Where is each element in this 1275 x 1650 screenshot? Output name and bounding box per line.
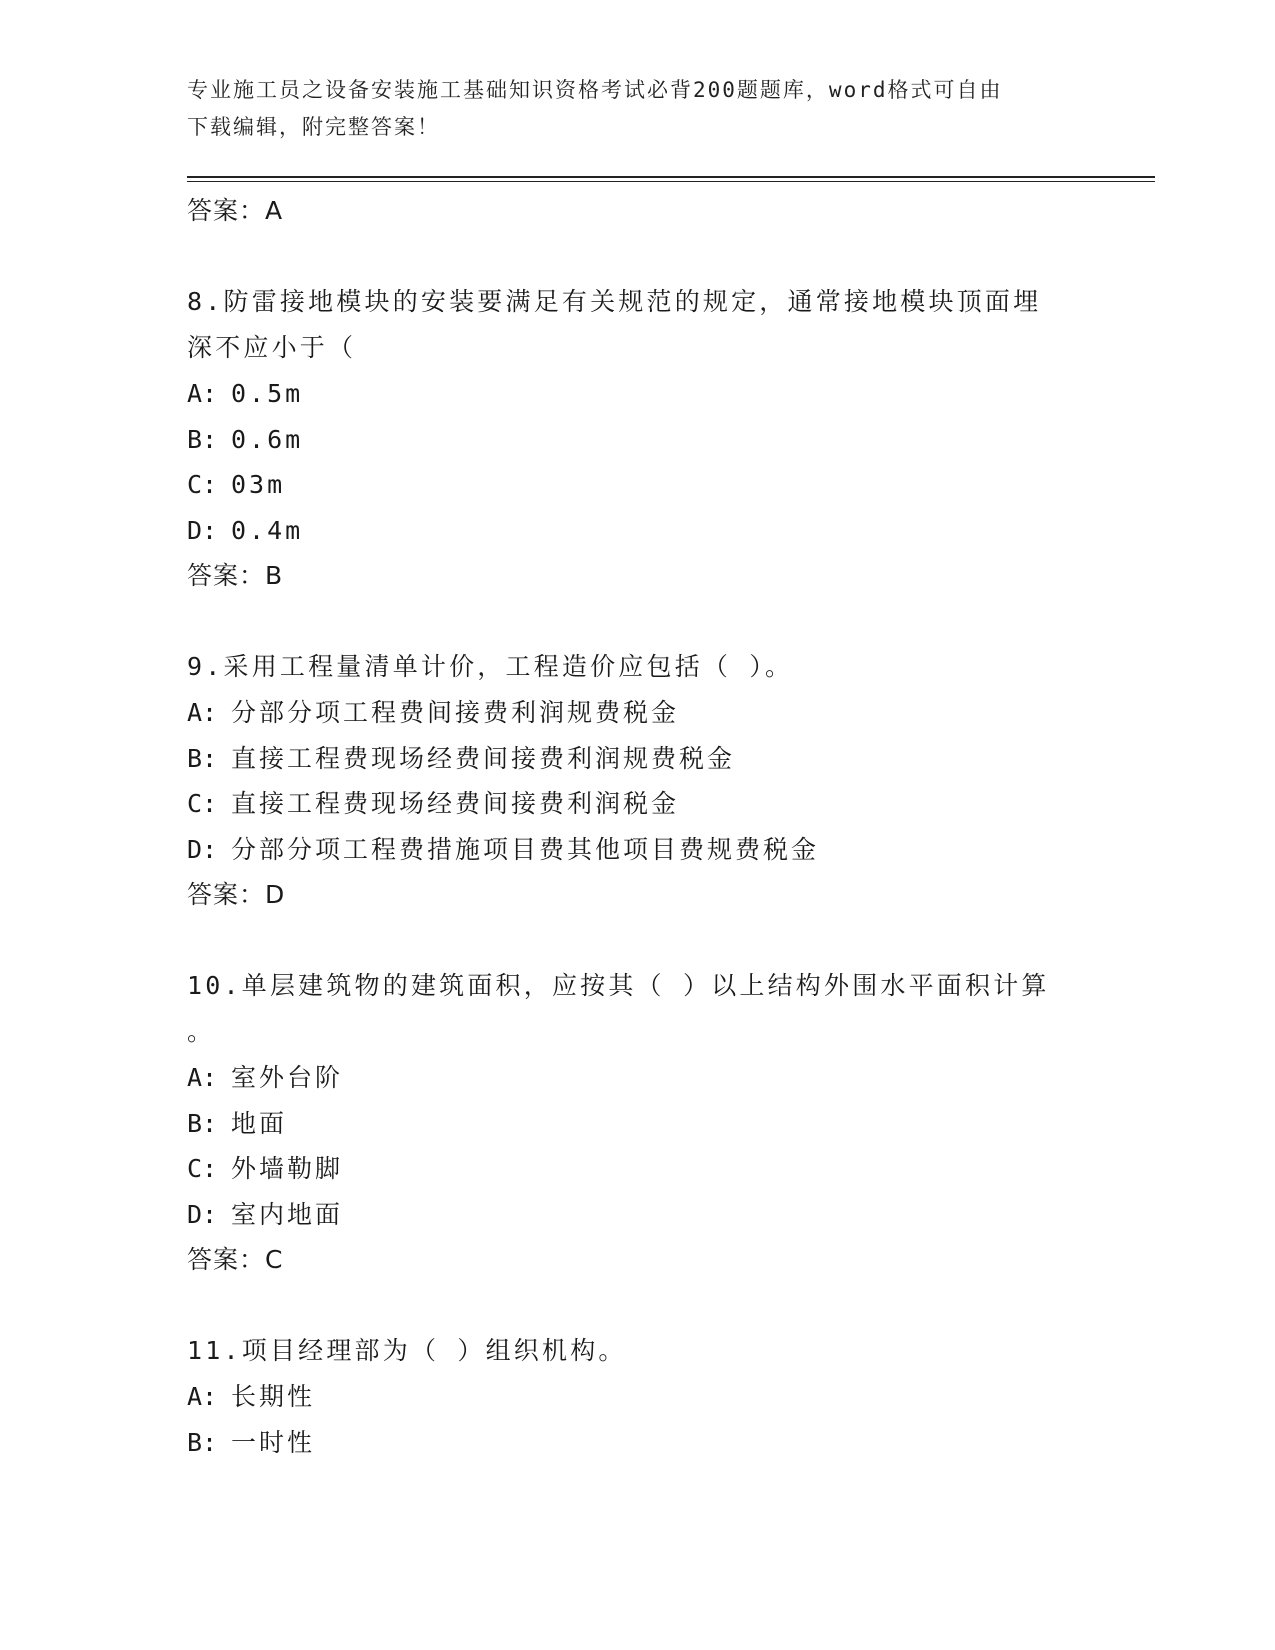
option-letter: D: [187, 515, 218, 545]
option-letter: D: [187, 1199, 218, 1229]
spacer [187, 234, 1107, 279]
question-block [187, 279, 1107, 599]
option-letter: A: [187, 698, 218, 727]
option-letter: B: [187, 424, 218, 454]
option-letter: A: [187, 379, 218, 408]
option-d [187, 1192, 1107, 1238]
spacer [187, 1283, 1107, 1328]
option-b [187, 417, 1107, 463]
option-text: 0.5m [231, 379, 304, 408]
document-header [187, 72, 1067, 146]
option-d [187, 827, 1107, 873]
question-stem-line: 。 [187, 1017, 216, 1046]
option-letter: C: [187, 789, 218, 818]
header-rule-thin [187, 181, 1155, 182]
option-c [187, 781, 1107, 827]
answer-line: 答案：B [187, 561, 284, 590]
header-line-1: 专业施工员之设备安装施工基础知识资格考试必背200题题库，word格式可自由 [187, 78, 1003, 102]
answer-line: 答案：D [187, 880, 286, 909]
question-stem-line: 11.项目经理部为（ ）组织机构。 [187, 1336, 627, 1365]
option-a [187, 690, 1107, 736]
option-a [187, 371, 1107, 417]
option-letter: A: [187, 1382, 218, 1411]
question-block [187, 1328, 1107, 1465]
question-stem-line: 10.单层建筑物的建筑面积，应按其（ ）以上结构外围水平面积计算 [187, 971, 1050, 1000]
spacer [187, 599, 1107, 644]
option-a [187, 1055, 1107, 1101]
option-d [187, 508, 1107, 554]
option-letter: C: [187, 470, 218, 499]
question-stem-line: 9.采用工程量清单计价，工程造价应包括（ ）。 [187, 652, 794, 681]
option-b [187, 736, 1107, 782]
option-text: 长期性 [231, 1382, 316, 1411]
question-list [187, 188, 1107, 1465]
option-letter: C: [187, 1154, 218, 1183]
question-block [187, 963, 1107, 1283]
option-letter: B: [187, 743, 218, 773]
option-letter: B: [187, 1427, 218, 1457]
option-b [187, 1420, 1107, 1466]
option-letter: B: [187, 1108, 218, 1138]
option-letter: D: [187, 834, 218, 864]
option-text: 室外台阶 [231, 1063, 344, 1092]
option-text: 室内地面 [231, 1199, 344, 1229]
question-stem-line: 深不应小于（ [187, 333, 357, 362]
answer-line: 答案：C [187, 1245, 284, 1274]
option-text: 直接工程费现场经费间接费利润规费税金 [231, 743, 736, 773]
option-text: 一时性 [231, 1427, 316, 1457]
option-text: 直接工程费现场经费间接费利润税金 [231, 789, 680, 818]
option-text: 地面 [231, 1108, 288, 1138]
answer-line: 答案：A [187, 196, 284, 225]
option-c [187, 1146, 1107, 1192]
question-block [187, 644, 1107, 918]
option-text: 0.6m [231, 424, 304, 454]
option-c [187, 462, 1107, 508]
option-text: 分部分项工程费间接费利润规费税金 [231, 698, 680, 727]
header-rule-thick [187, 176, 1155, 178]
option-text: 03m [231, 470, 286, 499]
option-a [187, 1374, 1107, 1420]
header-line-2: 下载编辑，附完整答案！ [187, 115, 440, 139]
option-letter: A: [187, 1063, 218, 1092]
option-b [187, 1101, 1107, 1147]
question-stem-line: 8.防雷接地模块的安装要满足有关规范的规定，通常接地模块顶面埋 [187, 287, 1042, 316]
option-text: 分部分项工程费措施项目费其他项目费规费税金 [231, 834, 820, 864]
option-text: 外墙勒脚 [231, 1154, 344, 1183]
option-text: 0.4m [231, 515, 304, 545]
spacer [187, 918, 1107, 963]
